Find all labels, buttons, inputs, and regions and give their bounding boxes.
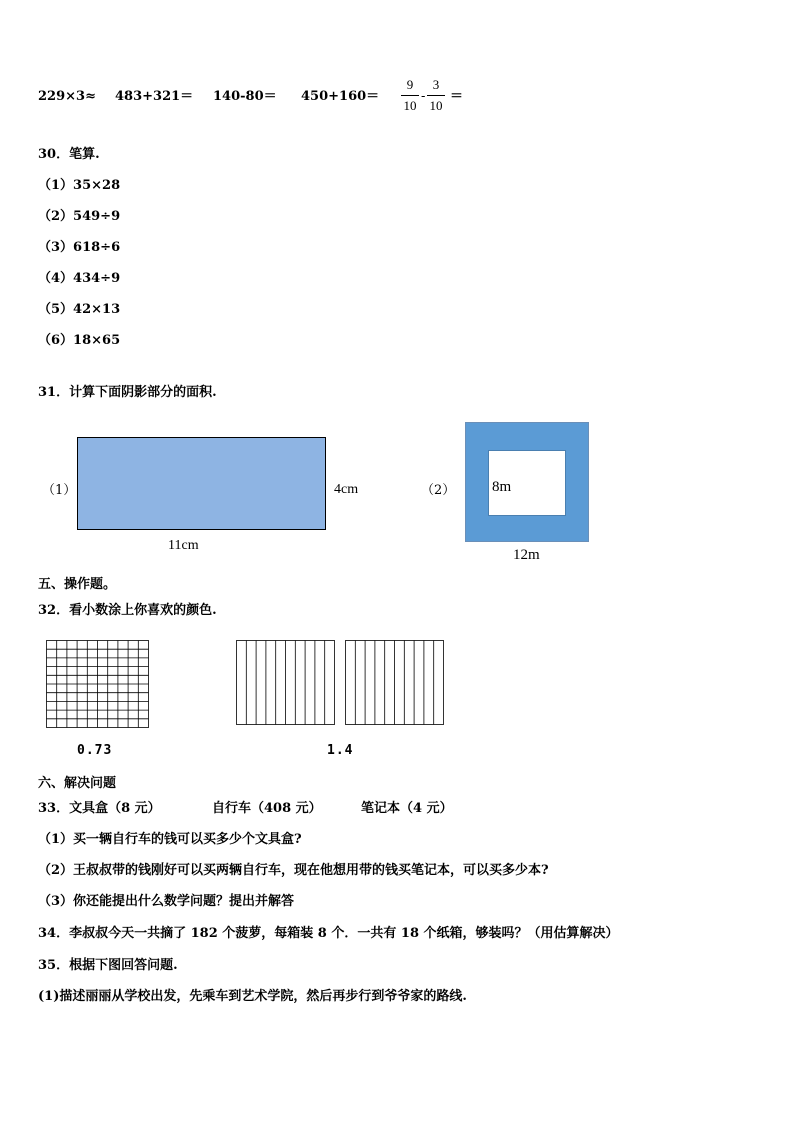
- fraction-b-numerator: 3: [432, 77, 440, 92]
- q30-item-6: （6）18×65: [38, 333, 121, 348]
- inner-square-label: 8m: [492, 479, 512, 495]
- fraction-b-denominator: 10: [429, 98, 443, 113]
- fraction-a-numerator: 9: [406, 77, 414, 92]
- rect-width-label: 11cm: [168, 538, 199, 553]
- estimate-4: 450+160＝: [301, 89, 380, 104]
- q30-item-5: （5）42×13: [38, 302, 121, 317]
- estimate-1: 229×3≈: [38, 89, 96, 104]
- q31-title: 31．计算下面阴影部分的面积.: [38, 385, 217, 400]
- value-label-2: 1.4: [327, 743, 354, 758]
- hundred-grid[interactable]: [46, 640, 149, 728]
- fraction-b: [427, 77, 445, 114]
- q33-item-bicycle: 自行车（408 元）: [212, 801, 322, 816]
- q35-title: 35．根据下图回答问题.: [38, 958, 178, 973]
- section-6-title: 六、解决问题: [38, 776, 117, 791]
- q34-text: 34．李叔叔今天一共摘了 182 个菠萝，每箱装 8 个．一共有 18 个纸箱，够装吗？（用估算解决）: [38, 926, 619, 941]
- fraction-operator: -: [421, 89, 426, 104]
- q31-fig2-label: （2）: [421, 483, 456, 498]
- q33-title: 33．文具盒（8 元）: [38, 801, 161, 816]
- shaded-rectangle: [77, 437, 326, 530]
- tenths-strip-box-2[interactable]: [345, 640, 444, 725]
- fraction-a: [401, 77, 419, 114]
- q30-item-4: （4）434÷9: [38, 271, 121, 286]
- q33-sub-3: （3）你还能提出什么数学问题？提出并解答: [38, 894, 295, 909]
- section-5-title: 五、操作题。: [38, 577, 117, 592]
- fraction-equals: ＝: [450, 89, 464, 104]
- fraction-a-denominator: 10: [403, 98, 417, 113]
- q31-fig1-label: （1）: [42, 483, 77, 498]
- q35-sub-1: (1)描述丽丽从学校出发，先乘车到艺术学院，然后再步行到爷爷家的路线.: [38, 989, 467, 1004]
- outer-square-label: 12m: [513, 547, 540, 563]
- value-label-1: 0.73: [77, 743, 113, 758]
- rect-height-label: 4cm: [334, 482, 359, 497]
- estimate-2: 483+321＝: [115, 89, 194, 104]
- q30-item-2: （2）549÷9: [38, 209, 121, 224]
- tenths-strip-box-1[interactable]: [236, 640, 335, 725]
- q30-item-1: （1）35×28: [38, 178, 121, 193]
- q33-sub-1: （1）买一辆自行车的钱可以买多少个文具盒?: [38, 832, 302, 847]
- q30-item-3: （3）618÷6: [38, 240, 121, 255]
- q32-title: 32．看小数涂上你喜欢的颜色.: [38, 603, 217, 618]
- q30-title: 30．笔算.: [38, 147, 100, 162]
- estimate-3: 140-80＝: [213, 89, 277, 104]
- q33-item-notebook: 笔记本（4 元）: [361, 801, 453, 816]
- q33-sub-2: （2）王叔叔带的钱刚好可以买两辆自行车，现在他想用带的钱买笔记本，可以买多少本?: [38, 863, 549, 878]
